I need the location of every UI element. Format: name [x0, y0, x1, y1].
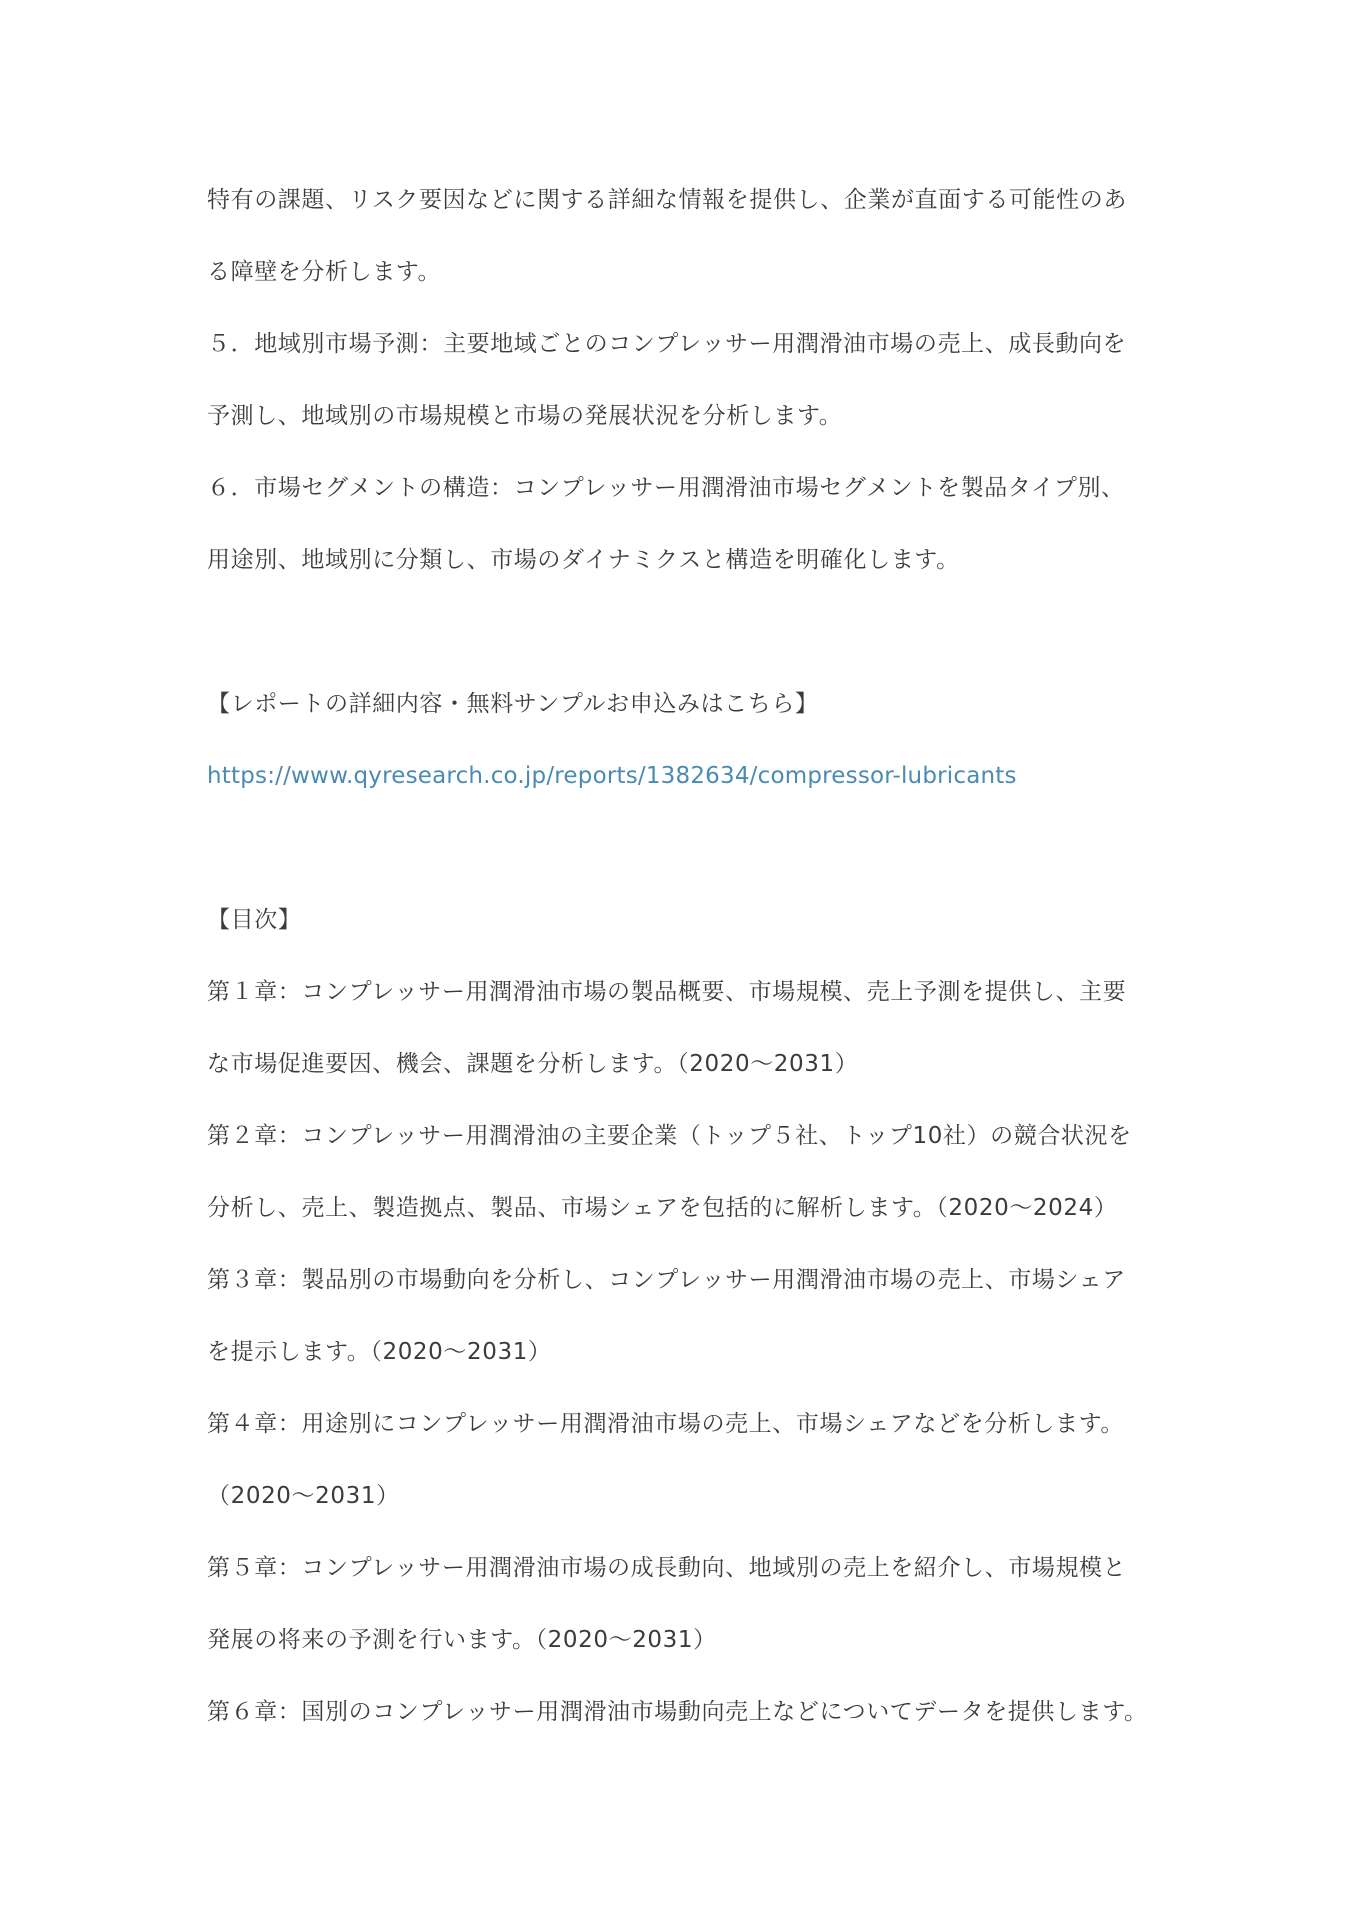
toc-line: な市場促進要因、機会、課題を分析します。（2020～2031） — [207, 1051, 859, 1077]
toc-line: 第３章：製品別の市場動向を分析し、コンプレッサー用潤滑油市場の売上、市場シェア — [207, 1267, 1126, 1293]
report-link[interactable]: https://www.qyresearch.co.jp/reports/1382634/compressor-lubricants — [207, 763, 1017, 789]
toc-line: 第６章：国別のコンプレッサー用潤滑油市場動向売上などについてデータを提供します。 — [207, 1699, 1148, 1725]
body-text-line: ６．市場セグメントの構造：コンプレッサー用潤滑油市場セグメントを製品タイプ別、 — [207, 475, 1125, 501]
toc-line: 第５章：コンプレッサー用潤滑油市場の成長動向、地域別の売上を紹介し、市場規模と — [207, 1555, 1127, 1581]
toc-heading: 【目次】 — [207, 907, 302, 933]
body-text-line: 予測し、地域別の市場規模と市場の発展状況を分析します。 — [207, 403, 843, 429]
toc-line: 第１章：コンプレッサー用潤滑油市場の製品概要、市場規模、売上予測を提供し、主要 — [207, 979, 1127, 1005]
body-text-line: る障壁を分析します。 — [207, 259, 442, 285]
toc-line: 分析し、売上、製造拠点、製品、市場シェアを包括的に解析します。（2020～2024） — [207, 1195, 1118, 1221]
toc-line: 第２章：コンプレッサー用潤滑油の主要企業（トップ５社、トップ10社）の競合状況を — [207, 1123, 1132, 1149]
body-text-line: 用途別、地域別に分類し、市場のダイナミクスと構造を明確化します。 — [207, 547, 960, 573]
toc-line: （2020～2031） — [207, 1483, 400, 1509]
toc-line: 発展の将来の予測を行います。（2020～2031） — [207, 1627, 717, 1653]
toc-line: 第４章：用途別にコンプレッサー用潤滑油市場の売上、市場シェアなどを分析します。 — [207, 1411, 1124, 1437]
toc-line: を提示します。（2020～2031） — [207, 1339, 552, 1365]
sample-request-heading: 【レポートの詳細内容・無料サンプルお申込みはこちら】 — [207, 691, 819, 717]
body-text-line: ５．地域別市場予測：主要地域ごとのコンプレッサー用潤滑油市場の売上、成長動向を — [207, 331, 1127, 357]
body-text-line: 特有の課題、リスク要因などに関する詳細な情報を提供し、企業が直面する可能性のあ — [207, 187, 1127, 213]
